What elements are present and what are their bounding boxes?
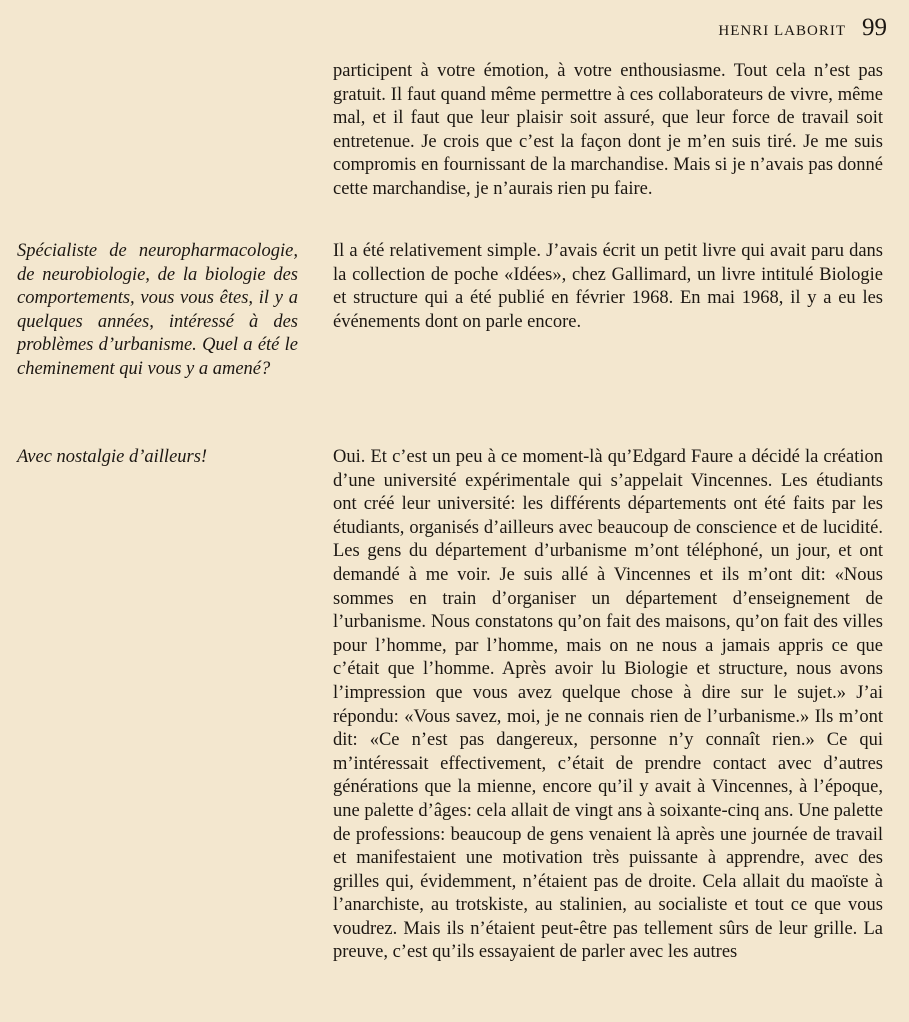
running-head: HENRI LABORIT (718, 23, 846, 39)
answer-paragraph (333, 240, 883, 334)
page-header (718, 14, 887, 42)
answer-paragraph (333, 446, 883, 965)
page-number: 99 (862, 14, 887, 41)
question-text: Spécialiste de neuropharmacologie, de neurobiologie, de la biologie des comportements, vous vous êtes, il y a quelques années, intéressé à des problèmes d’urbanisme. Quel a été le cheminement qui vous y a amené? (17, 241, 298, 379)
answer-text: Oui. Et c’est un peu à ce moment-là qu’Edgard Faure a décidé la création d’une université expérimentale qui s’appelait Vincennes. Les étudiants ont créé leur université: les différents départements ont été faits par les étudiants, organisés d’ailleurs avec beaucoup de conscience et de lucidité. Les gens du département d’urbanisme m’ont téléphoné, un jour, et ont demandé à me voir. Je suis allé à Vincennes et ils m’ont dit: «Nous sommes en train d’organiser un département d’enseignement de l’urbanisme. Nous constatons qu’on fait des maisons, qu’on fait des villes pour l’homme, par l’homme, mais on ne nous a jamais appris ce que c’était que l’homme. Après avoir lu Biologie et structure, nous avons l’impression que vous avez quelque chose à dire sur le sujet.» J’ai répondu: «Vous savez, moi, je ne connais rien de l’urbanisme.» Ils m’ont dit: «Ce n’est pas dangereux, personne n’y connaît rien.» Ce qui m’intéressait effectivement, c’était de prendre contact avec d’autres générations que la mienne, encore qu’il y avait à Vincennes, à l’époque, une palette d’âges: cela allait de vingt ans à soixante-cinq ans. Une palette de professions: beaucoup de gens venaient là après une journée de travail et manifestaient une motivation très puissante à apprendre, avec des grilles qui, évidemment, n’étaient pas de droite. Cela allait du maoïste à l’anarchiste, au trotskiste, au stalinien, au socialiste et tout ce que vous voudrez. Mais ils n’étaient peut-être pas tellement sûrs de leur grille. La preuve, c’est qu’ils essayaient de parler avec les autres (333, 447, 883, 963)
answer-text: participent à votre émotion, à votre enthousiasme. Tout cela n’est pas gratuit. Il faut quand même permettre à ces collaborateurs de vivre, même mal, et il faut que leur plaisir soit assuré, que leur force de travail soit entretenue. Je crois que c’est la façon dont je m’en suis tiré. Je me suis compromis en fournissant de la marchandise. Mais si je n’avais pas donné cette marchandise, je n’aurais rien pu faire. (333, 61, 883, 199)
interviewer-question (17, 240, 298, 382)
answer-text: Il a été relativement simple. J’avais écrit un petit livre qui avait paru dans la collection de poche «Idées», chez Gallimard, un livre intitulé Biologie et structure qui a été publié en février 1968. En mai 1968, il y a eu les événements dont on parle encore. (333, 241, 883, 332)
interviewer-question (17, 446, 298, 470)
question-text: Avec nostalgie d’ailleurs! (17, 447, 208, 467)
answer-paragraph (333, 60, 883, 202)
